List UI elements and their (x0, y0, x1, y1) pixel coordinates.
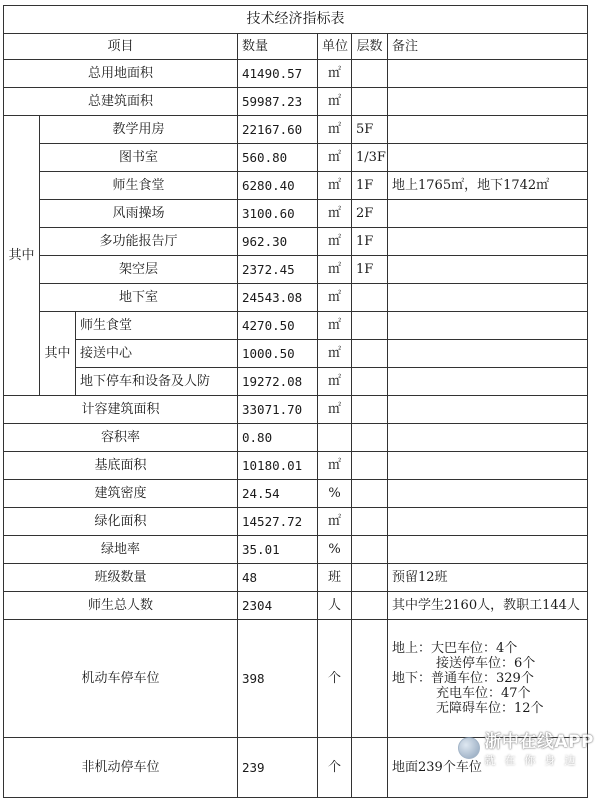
row-value: 24543.08 (238, 284, 318, 312)
row-unit: ㎡ (318, 284, 352, 312)
app-logo-icon (458, 737, 480, 759)
row-note (388, 200, 588, 228)
row-floors: 2F (352, 200, 388, 228)
row-floors: 1F (352, 256, 388, 284)
row-label: 容积率 (4, 424, 238, 452)
row-label: 多功能报告厅 (40, 228, 238, 256)
table-row (4, 116, 588, 144)
row-unit: 人 (318, 592, 352, 620)
table-row (4, 508, 588, 536)
row-label: 总建筑面积 (4, 88, 238, 116)
row-value: 398 (238, 620, 318, 738)
row-label: 建筑密度 (4, 480, 238, 508)
table-row (4, 480, 588, 508)
row-unit: % (318, 536, 352, 564)
row-unit: ㎡ (318, 312, 352, 340)
row-value: 962.30 (238, 228, 318, 256)
row-unit: ㎡ (318, 60, 352, 88)
row-label: 师生食堂 (76, 312, 238, 340)
row-note (388, 452, 588, 480)
row-unit: ㎡ (318, 172, 352, 200)
row-label: 师生总人数 (4, 592, 238, 620)
table-row (4, 60, 588, 88)
row-unit: ㎡ (318, 144, 352, 172)
row-value: 0.80 (238, 424, 318, 452)
row-floors (352, 592, 388, 620)
row-label: 地下停车和设备及人防 (76, 368, 238, 396)
row-unit: ㎡ (318, 256, 352, 284)
table-row (4, 424, 588, 452)
row-label: 风雨操场 (40, 200, 238, 228)
row-note (388, 60, 588, 88)
parking-note-line: 地上：大巴车位：4个 (392, 641, 518, 656)
row-label: 总用地面积 (4, 60, 238, 88)
row-unit: ㎡ (318, 228, 352, 256)
table-row (4, 340, 588, 368)
row-note (388, 396, 588, 424)
table-row (4, 284, 588, 312)
row-note (388, 368, 588, 396)
row-note (388, 424, 588, 452)
row-unit: ㎡ (318, 508, 352, 536)
row-note (388, 256, 588, 284)
row-value: 3100.60 (238, 200, 318, 228)
row-floors (352, 88, 388, 116)
table-row (4, 368, 588, 396)
row-note (388, 284, 588, 312)
row-label: 机动车停车位 (4, 620, 238, 738)
watermark-text (484, 727, 594, 768)
row-value: 19272.08 (238, 368, 318, 396)
table-title: 技术经济指标表 (4, 6, 588, 34)
row-floors (352, 368, 388, 396)
row-floors (352, 60, 388, 88)
row-floors (352, 620, 388, 738)
row-unit: ㎡ (318, 368, 352, 396)
row-floors: 1F (352, 172, 388, 200)
table-row (4, 172, 588, 200)
row-floors (352, 424, 388, 452)
row-value: 2372.45 (238, 256, 318, 284)
row-label: 绿化面积 (4, 508, 238, 536)
header-quantity: 数量 (238, 34, 318, 60)
table-row (4, 564, 588, 592)
row-label: 绿地率 (4, 536, 238, 564)
row-note (388, 312, 588, 340)
row-note (388, 480, 588, 508)
row-label: 教学用房 (40, 116, 238, 144)
parking-note-line: 接送停车位：6个 (436, 656, 536, 671)
table-row (4, 88, 588, 116)
watermark-main: 浙中在线APP (484, 732, 594, 752)
row-floors (352, 284, 388, 312)
parking-note-line: 地下：普通车位：329个 (392, 671, 534, 686)
row-value: 41490.57 (238, 60, 318, 88)
row-note (388, 620, 588, 738)
table-row (4, 200, 588, 228)
row-note: 地上1765㎡，地下1742㎡ (388, 172, 588, 200)
header-item: 项目 (4, 34, 238, 60)
row-floors (352, 564, 388, 592)
row-label: 班级数量 (4, 564, 238, 592)
row-unit (318, 424, 352, 452)
row-note: 其中学生2160人，教职工144人 (388, 592, 588, 620)
row-unit: 个 (318, 738, 352, 798)
row-floors (352, 396, 388, 424)
group-label: 其中 (4, 116, 40, 396)
row-note (388, 228, 588, 256)
sub-group-label: 其中 (40, 312, 76, 396)
row-floors (352, 738, 388, 798)
row-note (388, 88, 588, 116)
row-label: 非机动停车位 (4, 738, 238, 798)
row-label: 图书室 (40, 144, 238, 172)
header-row (4, 34, 588, 60)
row-floors (352, 340, 388, 368)
row-floors (352, 452, 388, 480)
table-row (4, 592, 588, 620)
table-row (4, 620, 588, 738)
row-note (388, 340, 588, 368)
row-unit: ㎡ (318, 452, 352, 480)
row-value: 14527.72 (238, 508, 318, 536)
row-value: 1000.50 (238, 340, 318, 368)
row-unit: ㎡ (318, 340, 352, 368)
table-row (4, 256, 588, 284)
row-note: 预留12班 (388, 564, 588, 592)
row-label: 接送中心 (76, 340, 238, 368)
row-note: 地面239个车位 (388, 738, 588, 798)
row-value: 10180.01 (238, 452, 318, 480)
row-note (388, 144, 588, 172)
table-row (4, 536, 588, 564)
row-floors (352, 508, 388, 536)
row-value: 35.01 (238, 536, 318, 564)
row-value: 48 (238, 564, 318, 592)
row-floors: 1/3F (352, 144, 388, 172)
row-note (388, 508, 588, 536)
table-row (4, 228, 588, 256)
table-row (4, 144, 588, 172)
row-floors (352, 480, 388, 508)
row-note (388, 536, 588, 564)
row-value: 4270.50 (238, 312, 318, 340)
row-floors: 1F (352, 228, 388, 256)
row-unit: 个 (318, 620, 352, 738)
tech-econ-table (3, 5, 588, 798)
table-row (4, 452, 588, 480)
row-value: 24.54 (238, 480, 318, 508)
row-label: 计容建筑面积 (4, 396, 238, 424)
row-value: 239 (238, 738, 318, 798)
row-unit: 班 (318, 564, 352, 592)
row-unit: ㎡ (318, 396, 352, 424)
row-note (388, 116, 588, 144)
table-row (4, 312, 588, 340)
header-note: 备注 (388, 34, 588, 60)
row-value: 22167.60 (238, 116, 318, 144)
row-unit: ㎡ (318, 88, 352, 116)
row-unit: % (318, 480, 352, 508)
parking-note-line: 充电车位：47个 (436, 686, 531, 701)
header-floors: 层数 (352, 34, 388, 60)
row-value: 59987.23 (238, 88, 318, 116)
row-label: 架空层 (40, 256, 238, 284)
row-floors (352, 536, 388, 564)
row-value: 6280.40 (238, 172, 318, 200)
row-value: 33071.70 (238, 396, 318, 424)
row-floors: 5F (352, 116, 388, 144)
row-floors (352, 312, 388, 340)
app-watermark (458, 727, 594, 768)
title-row (4, 6, 588, 34)
parking-note-line: 无障碍车位：12个 (436, 701, 544, 716)
row-value: 2304 (238, 592, 318, 620)
row-unit: ㎡ (318, 116, 352, 144)
table-row (4, 396, 588, 424)
row-value: 560.80 (238, 144, 318, 172)
row-label: 基底面积 (4, 452, 238, 480)
header-unit: 单位 (318, 34, 352, 60)
watermark-sub: 就在你身边 (484, 754, 585, 767)
row-label: 地下室 (40, 284, 238, 312)
row-unit: ㎡ (318, 200, 352, 228)
row-label: 师生食堂 (40, 172, 238, 200)
